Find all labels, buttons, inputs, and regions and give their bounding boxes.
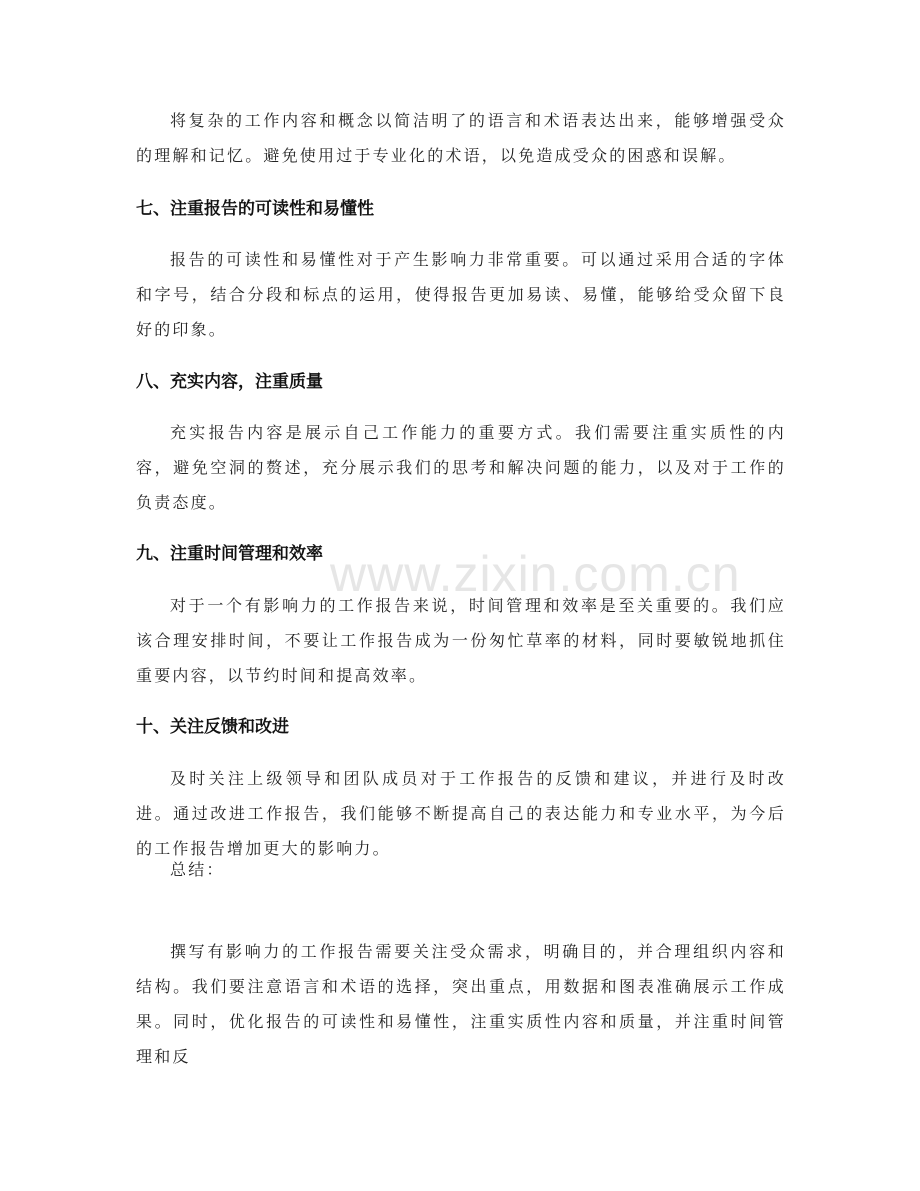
section-heading-10: 十、关注反馈和改进 — [136, 717, 289, 737]
intro-paragraph: 将复杂的工作内容和概念以简洁明了的语言和术语表达出来，能够增强受众的理解和记忆。避免使用过于专业化的术语，以免造成受众的困惑和误解。 — [136, 111, 786, 165]
section-body-10: 及时关注上级领导和团队成员对于工作报告的反馈和建议，并进行及时改进。通过改进工作报告，我们能够不断提高自己的表达能力和专业水平，为今后的工作报告增加更大的影响力。 — [136, 769, 786, 858]
section-heading-8: 八、充实内容，注重质量 — [136, 372, 323, 392]
section-heading-7: 七、注重报告的可读性和易懂性 — [136, 199, 374, 219]
section-heading-9: 九、注重时间管理和效率 — [136, 544, 323, 564]
summary-body: 撰写有影响力的工作报告需要关注受众需求，明确目的，并合理组织内容和结构。我们要注意语言和术语的选择，突出重点，用数据和图表准确展示工作成果。同时，优化报告的可读性和易懂性，注重实质性内容和质量，并注重时间管理和反 — [136, 942, 786, 1066]
section-body-9: 对于一个有影响力的工作报告来说，时间管理和效率是至关重要的。我们应该合理安排时间，不要让工作报告成为一份匆忙草率的材料，同时要敏锐地抓住重要内容，以节约时间和提高效率。 — [136, 596, 786, 685]
section-body-8: 充实报告内容是展示自己工作能力的重要方式。我们需要注重实质性的内容，避免空洞的赘述，充分展示我们的思考和解决问题的能力，以及对于工作的负责态度。 — [136, 423, 786, 512]
summary-label: 总结： — [170, 860, 225, 879]
section-body-7: 报告的可读性和易懂性对于产生影响力非常重要。可以通过采用合适的字体和字号，结合分段和标点的运用，使得报告更加易读、易懂，能够给受众留下良好的印象。 — [136, 250, 786, 339]
watermark: www.zixin.com.cn — [330, 546, 741, 602]
